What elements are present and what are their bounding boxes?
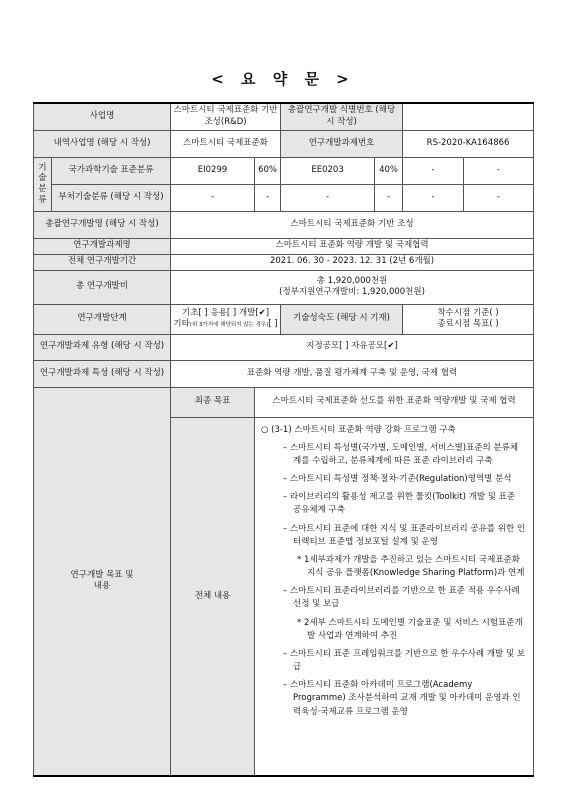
- row-tech-ministry: [34, 184, 534, 211]
- overall-name-value: 스마트시티 국제표준화 기반 조성: [171, 211, 534, 238]
- row-task-feature: [34, 360, 534, 387]
- content-heading: ○ (3-1) 스마트시티 표준화 역량 강화 프로그램 구축: [261, 424, 456, 435]
- budget-government: (정부지원연구개발비: 1,920,000천원): [279, 287, 425, 297]
- overall-id-label: 총괄연구개발 식별번호 (해당 시 작성): [281, 103, 403, 130]
- budget-value: [171, 270, 534, 304]
- row-overall-name: [34, 211, 534, 238]
- overall-name-label: 총괄연구개발명 (해당 시 작성): [34, 211, 171, 238]
- content-item: – 스마트시티 특성별(국가별, 도메인별, 서비스별)표준의 분류체계를 수립하고, 분류체계에 따른 표준 라이브러리 구축: [283, 442, 519, 466]
- task-type-value: 지정공모[ ] 자유공모[✔]: [171, 334, 534, 360]
- tech-national-cell: -: [464, 157, 534, 184]
- tech-national-cell: EI0299: [171, 157, 255, 184]
- row-tech-national: [34, 157, 534, 184]
- content-item: – 스마트시티 표준화 아카데미 프로그램(Academy Programme) 조사분석하여 교재 개발 및 아카데미 운영과 인력육성·국제교류 프로그램 운영: [283, 680, 521, 717]
- content-item: – 스마트시티 표준 프레임워크를 기반으로 한 우수사례 개발 및 보급: [283, 648, 526, 673]
- row-final-goal: [34, 387, 534, 417]
- period-label: 전체 연구개발기간: [34, 254, 171, 270]
- row-project-name: [34, 103, 534, 130]
- stage-options: 기초[ ] 응용[ ] 개발[✔]: [181, 307, 270, 318]
- tech-national-cell: -: [403, 157, 464, 184]
- row-detail-project: [34, 130, 534, 157]
- tech-ministry-cell: -: [403, 184, 464, 211]
- tech-national-cell: 40%: [375, 157, 403, 184]
- content-item: – 스마트시티 표준라이브러리를 기반으로 한 표준 적용 우수사례 선정 및 보급: [283, 586, 520, 610]
- content-note: * 1세부과제가 개발을 추진하고 있는 스마트시티 국제표준화 지식 공유 플랫폼(Knowledge Sharing Platform)과 연계: [297, 554, 525, 579]
- project-no-value: RS-2020-KA164866: [403, 130, 534, 157]
- final-goal-value: 스마트시티 국제표준화 선도를 위한 표준화 역량개발 및 국제 협력: [255, 387, 534, 417]
- maturity-label: 기술성숙도 (해당 시 기재): [281, 304, 403, 334]
- row-budget: [34, 270, 534, 304]
- tech-ministry-cell: -: [375, 184, 403, 211]
- maturity-value: [403, 304, 534, 334]
- task-feature-value: 표준화 역량 개발, 품질 평가체계 구축 및 운영, 국제 협력: [171, 360, 534, 387]
- row-task-name: [34, 238, 534, 254]
- maturity-end: 종료시점 목표( ): [437, 319, 499, 329]
- content-note: * 2세부 스마트시티 도메인별 기술표준 및 서비스 시험표준개발 사업과 연계하여 추진: [297, 617, 523, 641]
- stage-other: 기타(위 3가지에 해당되지 않는 경우)[ ]: [173, 319, 278, 329]
- row-task-type: [34, 334, 534, 360]
- project-name-value: 스마트시티 국제표준화 기반 조성(R&D): [171, 103, 281, 130]
- content-item: – 스마트시티 특성별 정책·절차·기준(Regulation)영역별 분석: [283, 474, 512, 485]
- content-item: – 스마트시티 표준에 대한 지식 및 표준라이브러리 공유를 위한 인터랙티브 표준맵 정보포털 설계 및 운영: [283, 523, 526, 547]
- tech-ministry-label: 부처기술분류 (해당 시 작성): [52, 184, 171, 211]
- page-title: < 요 약 문 >: [211, 70, 355, 88]
- row-stage: [34, 304, 534, 334]
- tech-ministry-cell: -: [464, 184, 534, 211]
- content-item: – 라이브러리의 활용성 제고를 위한 툴킷(Toolkit) 개발 및 표준 공유체계 구축: [283, 492, 516, 516]
- tech-ministry-cell: -: [171, 184, 255, 211]
- project-name-label: 사업명: [34, 103, 171, 130]
- detail-project-label: 내역사업명 (해당 시 작성): [34, 130, 171, 157]
- budget-total: 총 1,920,000천원: [316, 275, 388, 286]
- maturity-start: 착수시점 기준( ): [437, 307, 499, 318]
- overall-id-value: [403, 103, 534, 130]
- summary-table: [33, 102, 534, 777]
- content-value: [255, 417, 534, 776]
- tech-national-cell: 60%: [255, 157, 281, 184]
- tech-national-cell: EE0203: [281, 157, 375, 184]
- row-period: [34, 254, 534, 270]
- final-goal-label: 최종 목표: [171, 387, 255, 417]
- content-label: 전체 내용: [171, 417, 255, 776]
- task-name-label: 연구개발과제명: [34, 238, 171, 254]
- project-no-label: 연구개발과제번호: [281, 130, 403, 157]
- tech-national-label: 국가과학기술 표준분류: [52, 157, 171, 184]
- stage-value: [171, 304, 281, 334]
- task-name-value: 스마트시티 표준화 역량 개발 및 국제협력: [171, 238, 534, 254]
- tech-ministry-cell: -: [281, 184, 375, 211]
- period-value: 2021. 06. 30 - 2023. 12. 31 (2년 6개월): [171, 254, 534, 270]
- goals-label: 연구개발 목표 및 내용: [34, 387, 171, 776]
- detail-project-value: 스마트시티 국제표준화: [171, 130, 281, 157]
- task-type-label: 연구개발과제 유형 (해당 시 작성): [34, 334, 171, 360]
- task-feature-label: 연구개발과제 특성 (해당 시 작성): [34, 360, 171, 387]
- budget-label: 총 연구개발비: [34, 270, 171, 304]
- tech-class-side-label: 기 술 분 류: [34, 157, 52, 211]
- tech-ministry-cell: -: [255, 184, 281, 211]
- stage-label: 연구개발단계: [34, 304, 171, 334]
